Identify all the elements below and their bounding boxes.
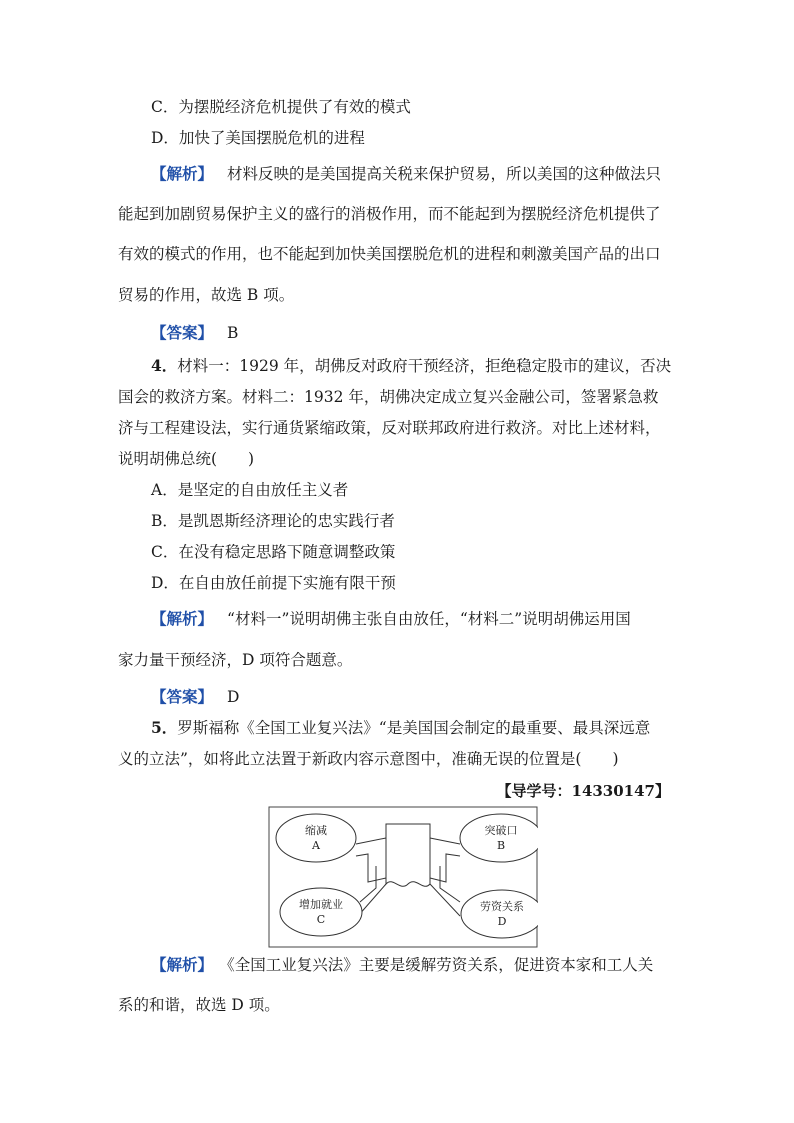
analysis-tag: 【解析】 [151,955,214,974]
q4-analysis-line-1: 【解析】 “材料一”说明胡佛主张自由放任，“材料二”说明胡佛运用国 [151,609,631,628]
q4-answer: 【答案】 D [151,687,240,706]
node-a [276,814,356,862]
connector-d [430,866,460,916]
q3-analysis-line-2: 能起到加剧贸易保护主义的盛行的消极作用，而不能起到为摆脱经济危机提供了 [118,205,661,223]
q4-stem-line-1: 4．材料一：1929 年，胡佛反对政府干预经济，拒绝稳定股市的建议，否决 [151,356,672,375]
node-c-letter: C [316,913,326,926]
q4-stem-line-4: 说明胡佛总统( ) [118,450,255,468]
node-c-label: 增加就业 [299,898,343,911]
q5-stem-line-2: 义的立法”，如将此立法置于新政内容示意图中，准确无误的位置是( ) [118,750,619,768]
node-d-label: 劳资关系 [480,900,524,913]
question-number: 4． [151,356,178,375]
q3-option-d: D．加快了美国摆脱危机的进程 [151,129,365,147]
q3-answer: 【答案】 B [151,323,239,342]
q3-analysis-line-1: 【解析】 材料反映的是美国提高关税来保护贸易，所以美国的这种做法只 [151,164,662,183]
q4-option-d: D．在自由放任前提下实施有限干预 [151,574,396,592]
q5-analysis-line-2: 系的和谐，故选 D 项。 [118,996,280,1014]
q4-option-a: A．是坚定的自由放任主义者 [151,481,349,499]
q4-stem-line-2: 国会的救济方案。材料二：1932 年，胡佛决定成立复兴金融公司，签署紧急救 [118,388,659,406]
q4-option-c: C．在没有稳定思路下随意调整政策 [151,543,396,561]
new-deal-diagram [268,806,538,948]
analysis-tag: 【解析】 [151,609,214,628]
q4-option-b: B．是凯恩斯经济理论的忠实践行者 [151,512,395,530]
analysis-tag: 【解析】 [151,164,214,183]
q4-analysis-line-2: 家力量干预经济，D 项符合题意。 [118,651,353,669]
answer-tag: 【答案】 [151,323,214,342]
q4-stem-line-3: 济与工程建设法，实行通货紧缩政策，反对联邦政府进行救济。对比上述材料， [118,419,661,437]
connector-b [430,838,460,882]
q5-analysis-line-1: 【解析】 《全国工业复兴法》主要是缓解劳资关系，促进资本家和工人关 [151,955,654,974]
node-b-label: 突破口 [484,824,518,837]
node-d-letter: D [497,915,507,928]
guide-number: 【导学号：14330147】 [496,782,670,800]
connector-c [358,866,386,916]
q3-option-c: C．为摆脱经济危机提供了有效的模式 [151,98,411,116]
node-c [280,888,362,936]
node-a-label: 缩减 [305,824,327,837]
question-number: 5． [151,718,178,737]
node-d [461,890,538,938]
node-b [460,814,538,862]
node-b-letter: B [496,839,506,852]
node-a-letter: A [312,839,320,852]
q3-analysis-line-4: 贸易的作用，故选 B 项。 [118,286,295,304]
answer-tag: 【答案】 [151,687,214,706]
center-box [386,824,430,886]
q3-analysis-line-3: 有效的模式的作用，也不能起到加快美国摆脱危机的进程和刺激美国产品的出口 [118,245,661,263]
connector-a [356,838,386,882]
q5-stem-line-1: 5．罗斯福称《全国工业复兴法》“是美国国会制定的最重要、最具深远意 [151,718,651,737]
